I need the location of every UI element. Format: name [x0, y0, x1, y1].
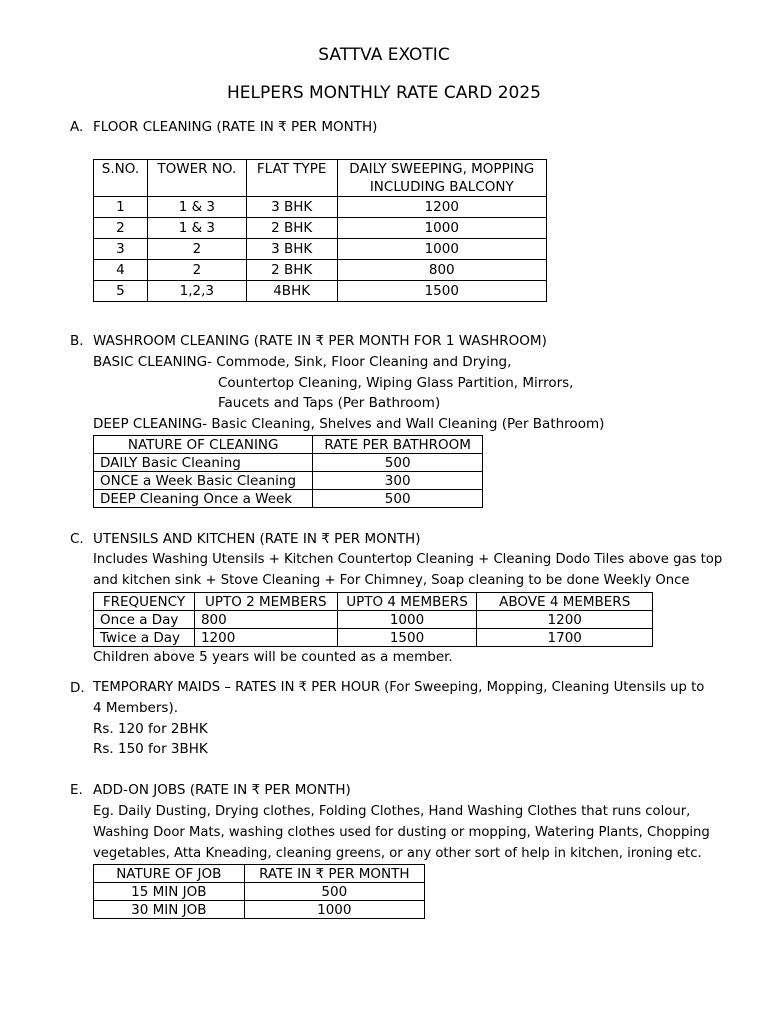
document-subtitle: HELPERS MONTHLY RATE CARD 2025 — [227, 83, 541, 103]
basic-cleaning-text: Faucets and Taps (Per Bathroom) — [218, 395, 441, 411]
table-cell: 800 — [194, 611, 337, 629]
table-cell: 1500 — [337, 629, 477, 647]
table-cell: 1 — [94, 197, 148, 218]
table-row — [94, 197, 547, 218]
table-cell: 1200 — [477, 611, 653, 629]
section-letter: A. — [70, 119, 84, 135]
table-header-cell — [337, 160, 546, 197]
table-cell: 1 & 3 — [147, 197, 246, 218]
section-letter: B. — [70, 333, 84, 349]
table-row — [94, 901, 425, 919]
table-cell: 2 — [147, 239, 246, 260]
table-cell: 3 BHK — [246, 239, 337, 260]
table-row — [94, 490, 483, 508]
table-cell: 800 — [337, 260, 546, 281]
table-cell: DAILY Basic Cleaning — [94, 454, 313, 472]
utensils-description: Includes Washing Utensils + Kitchen Countertop Cleaning + Cleaning Dodo Tiles above gas top — [93, 552, 723, 567]
table-row — [94, 218, 547, 239]
table-row — [94, 239, 547, 260]
section-title-continued: 4 Members). — [93, 700, 179, 716]
basic-cleaning-text: Countertop Cleaning, Wiping Glass Partition, Mirrors, — [218, 375, 574, 391]
floor-cleaning-table — [93, 159, 547, 302]
table-cell: ONCE a Week Basic Cleaning — [94, 472, 313, 490]
table-cell: 1 & 3 — [147, 218, 246, 239]
member-note: Children above 5 years will be counted as a member. — [93, 649, 453, 665]
table-cell: 2 — [147, 260, 246, 281]
temp-rate-2bhk: Rs. 120 for 2BHK — [93, 721, 208, 737]
section-title: WASHROOM CLEANING (RATE IN ₹ PER MONTH FOR 1 WASHROOM) — [93, 333, 547, 349]
document-title: SATTVA EXOTIC — [318, 45, 450, 65]
utensils-description: and kitchen sink + Stove Cleaning + For Chimney, Soap cleaning to be done Weekly Once — [93, 573, 690, 588]
table-header-cell: UPTO 2 MEMBERS — [194, 593, 337, 611]
table-cell: Once a Day — [94, 611, 195, 629]
addon-table — [93, 864, 425, 919]
table-cell: 1000 — [244, 901, 424, 919]
table-cell: 1,2,3 — [147, 281, 246, 302]
table-cell: 2 BHK — [246, 218, 337, 239]
section-e-heading — [70, 780, 750, 800]
table-cell: 500 — [244, 883, 424, 901]
table-cell: 3 — [94, 239, 148, 260]
table-cell: 1200 — [337, 197, 546, 218]
table-header-row — [94, 160, 547, 197]
utensils-table — [93, 592, 653, 647]
basic-cleaning-text: BASIC CLEANING- Commode, Sink, Floor Cleaning and Drying, — [93, 354, 512, 370]
section-c-heading — [70, 529, 750, 549]
section-title: UTENSILS AND KITCHEN (RATE IN ₹ PER MONTH) — [93, 531, 421, 547]
table-header-cell: S.NO. — [94, 160, 148, 197]
table-cell: 1000 — [337, 611, 477, 629]
table-header-row — [94, 593, 653, 611]
table-cell: 300 — [313, 472, 483, 490]
table-cell: 30 MIN JOB — [94, 901, 245, 919]
table-cell: Twice a Day — [94, 629, 195, 647]
section-letter: D. — [70, 680, 85, 696]
table-cell: 500 — [313, 490, 483, 508]
section-title: FLOOR CLEANING (RATE IN ₹ PER MONTH) — [93, 119, 378, 135]
addon-description: Washing Door Mats, washing clothes used for dusting or mopping, Watering Plants, Chopping — [93, 825, 710, 840]
temp-rate-3bhk: Rs. 150 for 3BHK — [93, 741, 208, 757]
table-cell: 1500 — [337, 281, 546, 302]
table-header-cell: UPTO 4 MEMBERS — [337, 593, 477, 611]
table-row — [94, 281, 547, 302]
table-header-cell: ABOVE 4 MEMBERS — [477, 593, 653, 611]
table-header-cell: NATURE OF CLEANING — [94, 436, 313, 454]
table-cell: 5 — [94, 281, 148, 302]
table-header-row — [94, 436, 483, 454]
table-row — [94, 611, 653, 629]
table-cell: 3 BHK — [246, 197, 337, 218]
section-b-heading — [70, 331, 750, 351]
table-cell: 2 — [94, 218, 148, 239]
washroom-table — [93, 435, 483, 508]
section-a-heading — [70, 117, 750, 137]
addon-description: vegetables, Atta Kneading, cleaning greens, or any other sort of help in kitchen, ironing etc. — [93, 846, 702, 861]
table-header-cell: TOWER NO. — [147, 160, 246, 197]
table-row — [94, 472, 483, 490]
table-header-cell: NATURE OF JOB — [94, 865, 245, 883]
table-cell: 4 — [94, 260, 148, 281]
table-header-row — [94, 865, 425, 883]
table-cell: 2 BHK — [246, 260, 337, 281]
table-row — [94, 454, 483, 472]
deep-cleaning-text: DEEP CLEANING- Basic Cleaning, Shelves and Wall Cleaning (Per Bathroom) — [93, 416, 605, 432]
table-cell: 1200 — [194, 629, 337, 647]
section-title: TEMPORARY MAIDS – RATES IN ₹ PER HOUR (For Sweeping, Mopping, Cleaning Utensils up to — [93, 680, 705, 695]
table-cell: 1000 — [337, 218, 546, 239]
table-cell: DEEP Cleaning Once a Week — [94, 490, 313, 508]
table-header-cell: RATE PER BATHROOM — [313, 436, 483, 454]
section-letter: C. — [70, 531, 84, 547]
table-header-cell: FREQUENCY — [94, 593, 195, 611]
table-row — [94, 883, 425, 901]
table-cell: 4BHK — [246, 281, 337, 302]
addon-description: Eg. Daily Dusting, Drying clothes, Folding Clothes, Hand Washing Clothes that runs colour, — [93, 804, 691, 819]
header-line: DAILY SWEEPING, MOPPING — [349, 161, 535, 177]
header-line: INCLUDING BALCONY — [369, 179, 514, 195]
table-cell: 500 — [313, 454, 483, 472]
section-d-heading — [70, 678, 750, 698]
table-header-cell: FLAT TYPE — [246, 160, 337, 197]
table-row — [94, 260, 547, 281]
table-cell: 15 MIN JOB — [94, 883, 245, 901]
section-letter: E. — [70, 782, 83, 798]
table-row — [94, 629, 653, 647]
table-cell: 1700 — [477, 629, 653, 647]
table-cell: 1000 — [337, 239, 546, 260]
section-title: ADD-ON JOBS (RATE IN ₹ PER MONTH) — [93, 782, 351, 798]
table-header-cell: RATE IN ₹ PER MONTH — [244, 865, 424, 883]
